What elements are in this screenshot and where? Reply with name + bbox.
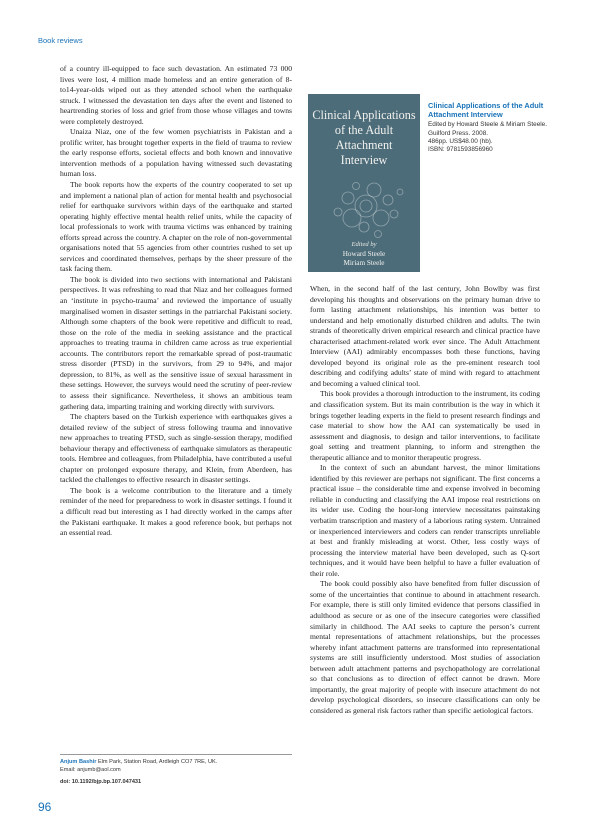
author-email: Email: anjumb@aol.com	[60, 766, 121, 773]
paragraph: Unaiza Niaz, one of the few women psychiatrists in Pakistan and a prolific writer, has brought together experts in the field of trauma to review the early response efforts, societal effects and both known and innovative intervention methods of a population having witnessed such devastating human loss.	[60, 127, 292, 179]
paragraph: The book is a welcome contribution to the literature and a timely reminder of the need for preparedness to work in disaster settings. I found it a difficult read but interesting as I had directly worked in the camps after the Pakistani earthquake. It makes a good reference book, but perhaps not an essential read.	[60, 485, 292, 538]
paragraph: The book reports how the experts of the country cooperated to set up and implement a national plan of action for mental health and psychosocial relief for earthquake survivors within days of the earthquake and started operating highly effective mental health relief units, while the capacity of local professionals to work with trauma victims was enhanced by training efforts spread across the country. A chapter on the role of non-governmental organisations noted that 55 agencies from other countries rushed to set up services and coordinated themselves, perhaps by the sheer pressure of the task facing them.	[60, 180, 292, 274]
left-column	[60, 64, 292, 539]
cover-editors	[308, 250, 420, 268]
book-title: Clinical Applications of the Adult Attachment Interview	[428, 101, 544, 120]
paragraph: In the context of such an abundant harvest, the minor limitations identified by this reviewer are perhaps not significant. The first concerns a practical issue – the considerable time and expense involved in becoming reliable in conducting and classifying the AAI impose real restrictions on its wider use. Coding the hour-long interview necessitates painstaking verbatim transcription and mastery of a laborious rating system. Untrained or inexperienced interviewers and coders can render transcripts unreliable at best and frankly misleading at worst. Other, less costly ways of processing the interview material have been developed, such as Q-sort techniques, and it would have been helpful to have a fuller evaluation of their role.	[310, 463, 540, 578]
paragraph: When, in the second half of the last century, John Bowlby was first developing his thoughts and observations on the primary human drive to form lasting attachment relationships, his intention was better to understand and help emotionally disturbed children and adults. The twin strands of theoretically driven empirical research and clinical practice have characterised attachment-related work ever since. The Adult Attachment Interview (AAI) admirably encompasses both these functions, having developed beyond its original role as the pre-eminent research tool describing and codifying adults’ state of mind with regard to attachment and becoming a valued clinical tool.	[310, 284, 540, 388]
paragraph: The book is divided into two sections with international and Pakistani perspectives. It was refreshing to read that Niaz and her colleagues formed an ‘institute in psycho-trauma’ and reviewed the importance of usually marginalised women in disaster settings in the patriarchal Pakistani society. Although some chapters of the book were repetitive and difficult to read, those on the role of the media in seeking assistance and the practical approaches to treating trauma in children came across as true experiential accounts. The contributors report the remarkable spread of post-traumatic stress disorder (PTSD) in the survivors, from 29 to 94%, and major depression, to 81%, as well as the sensitive issue of sexual harassment in these settings. However, the surveys would need the scrutiny of peer-review to assess their significance. Nevertheless, it shows an ambitious team gathering data, imparting training and working directly with survivors.	[60, 274, 292, 411]
book-cover	[308, 94, 420, 272]
book-price: 486pp. US$48.00 (hb).	[428, 138, 493, 145]
paragraph: The chapters based on the Turkish experience with earthquakes gives a detailed review of the subject of stress following trauma and innovative new approaches to treating PTSD, such as single-session therapy, modified behaviour therapy and effectiveness of earthquake simulators as therapeutic tools. Hembree and colleagues, from Philadelphia, have contributed a useful chapter on prolonged exposure therapy, and Klein, from Aberdeen, has tackled the challenges to effective research in disaster settings.	[60, 412, 292, 485]
right-column	[310, 284, 540, 716]
author-address: Elm Park, Station Road, Ardleigh CO7 7RE, UK.	[97, 759, 218, 765]
book-editors: Edited by Howard Steele & Miriam Steele.	[428, 121, 547, 129]
author-name: Anjum Bashir	[60, 759, 97, 765]
paragraph: The book could possibly also have benefited from fuller discussion of some of the uncertainties that continue to abound in attachment research. For example, there is still only limited evidence that persons classified in adulthood as secure or as one of the insecure categories were classified similarly in childhood. The AAI seeks to capture the person’s current mental representations of attachment relationships, but the processes whereby infant attachment patterns are transformed into representational systems are still insufficiently understood. Most studies of association between adult attachment patterns and psychopathology are correlational so that conclusions as to direction of effect cannot be drawn. More importantly, the great majority of people with insecure attachment do not develop psychological disorders, so insecure classifications can only be considered as general risk factors rather than specific aetiological factors.	[310, 579, 540, 715]
cover-editor: Howard Steele	[342, 250, 386, 258]
doi: doi: 10.1192/bjp.bp.107.047431	[60, 778, 142, 785]
paragraph: of a country ill-equipped to face such devastation. An estimated 73 000 lives were lost, 4 million made homeless and an entire generation of 8- to14-year-olds wiped out as they attended school when the earthquake struck. I witnessed the devastation ten days after the event and listened to heartrending stories of loss and grief from those whose villages and towns were completely destroyed.	[60, 64, 292, 126]
section-header: Book reviews	[38, 36, 83, 45]
book-isbn: ISBN: 9781593856960	[428, 146, 493, 154]
cover-edited-by: Edited by	[351, 241, 377, 248]
paragraph: This book provides a thorough introduction to the instrument, its coding and classification system. But its main contribution is the way in which it brings together leading experts in the field to present research findings and case material to show how the AAI can systematically be used in assessment and diagnosis, to design and tailor interventions, to facilitate goal setting and treatment planning, to inform and strengthen the therapeutic alliance and to monitor therapeutic progress.	[310, 389, 540, 462]
book-publisher: Guilford Press. 2008.	[428, 129, 489, 137]
cover-editor: Miriam Steele	[343, 259, 385, 267]
book-info	[428, 101, 548, 155]
author-info	[60, 754, 292, 786]
cover-title: Clinical Applications of the Adult Attachment Interview	[312, 108, 416, 167]
page-number: 96	[38, 800, 52, 814]
